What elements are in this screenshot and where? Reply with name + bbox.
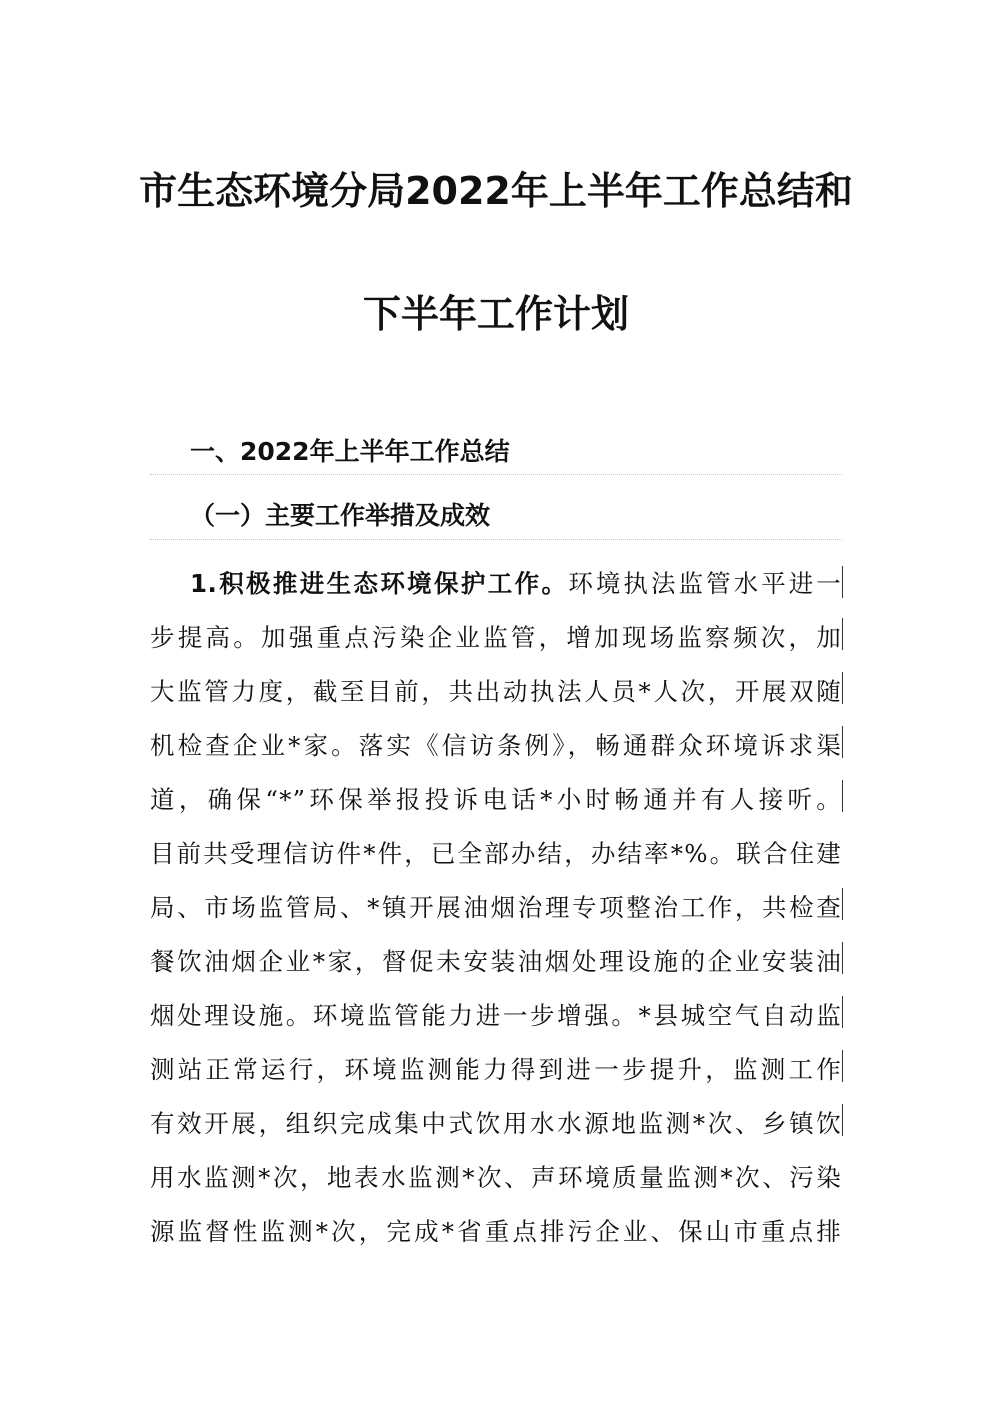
- paragraph-line: 用水监测*次，地表水监测*次、声环境质量监测*次、污染: [150, 1163, 842, 1192]
- text-boundary-mark: [842, 1104, 843, 1136]
- section-heading: 一、2022年上半年工作总结: [190, 437, 510, 466]
- paragraph-line: 局、市场监管局、*镇开展油烟治理专项整治工作，共检查: [150, 893, 842, 922]
- dotted-divider: [150, 474, 842, 475]
- body-paragraph: [150, 557, 842, 1259]
- text-boundary-mark: [842, 566, 843, 598]
- document-title-line-2: 下半年工作计划: [362, 292, 629, 336]
- text-boundary-mark: [842, 942, 843, 974]
- text-boundary-mark: [842, 888, 843, 920]
- subsection-heading: （一）主要工作举措及成效: [190, 501, 491, 530]
- text-boundary-mark: [842, 996, 843, 1028]
- text-boundary-mark: [842, 618, 843, 650]
- text-boundary-mark: [842, 1050, 843, 1082]
- paragraph-lead: 1.积极推进生态环境保护工作。: [190, 569, 569, 598]
- paragraph-line: 大监管力度，截至目前，共出动执法人员*人次，开展双随: [150, 677, 842, 706]
- paragraph-line: 测站正常运行，环境监测能力得到进一步提升，监测工作: [150, 1055, 842, 1084]
- paragraph-line: 源监督性监测*次，完成*省重点排污企业、保山市重点排: [150, 1217, 842, 1246]
- dotted-divider: [150, 539, 842, 540]
- paragraph-line: 有效开展，组织完成集中式饮用水水源地监测*次、乡镇饮: [150, 1109, 842, 1138]
- paragraph-line: 餐饮油烟企业*家，督促未安装油烟处理设施的企业安装油: [150, 947, 842, 976]
- paragraph-line: 步提高。加强重点污染企业监管，增加现场监察频次，加: [150, 623, 842, 652]
- paragraph-line: 道，确保“*”环保举报投诉电话*小时畅通并有人接听。: [150, 785, 842, 814]
- document-title-line-1: 市生态环境分局2022年上半年工作总结和: [139, 169, 853, 213]
- paragraph-line-text: 环境执法监管水平进一: [568, 569, 842, 598]
- text-boundary-mark: [842, 672, 843, 704]
- paragraph-line: 机检查企业*家。落实《信访条例》，畅通群众环境诉求渠: [150, 731, 842, 760]
- paragraph-line: 目前共受理信访件*件，已全部办结，办结率*%。联合住建: [150, 839, 842, 868]
- text-boundary-mark: [842, 726, 843, 758]
- text-boundary-mark: [842, 780, 843, 812]
- paragraph-line: 烟处理设施。环境监管能力进一步增强。*县城空气自动监: [150, 1001, 842, 1030]
- paragraph-line: [150, 557, 842, 611]
